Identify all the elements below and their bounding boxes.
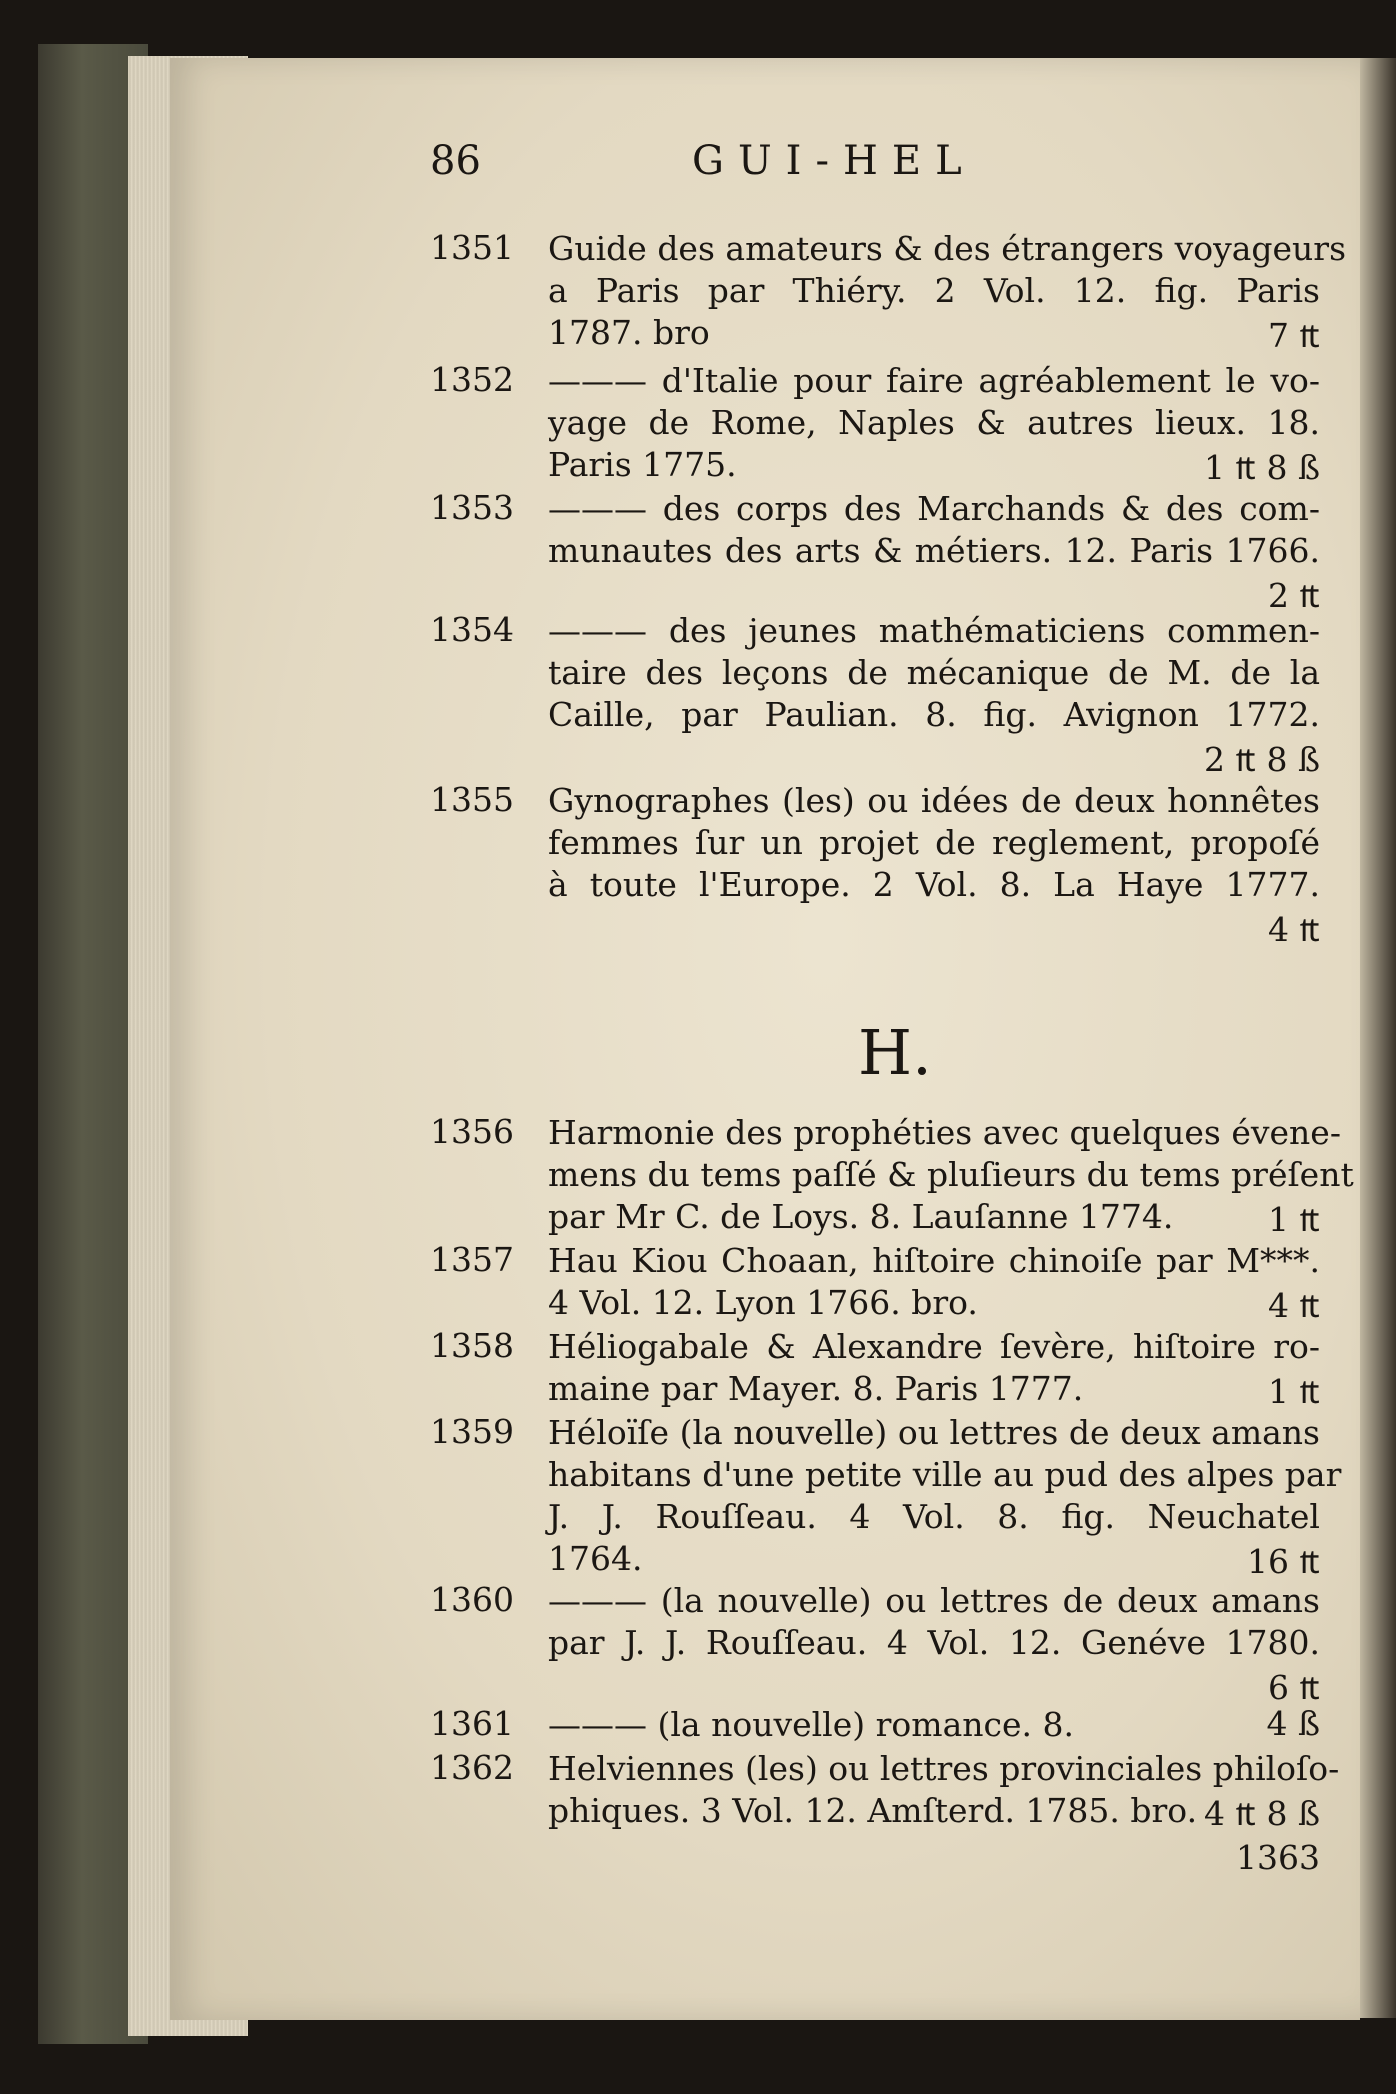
entry-line: maine par Mayer. 8. Paris 1777.: [548, 1369, 1084, 1408]
entry-price: 16 ₶: [1247, 1542, 1320, 1581]
entry-number: 1362: [430, 1748, 514, 1787]
entry-price: 4 ₶: [1268, 1286, 1320, 1325]
entry-line: ——— d'Italie pour faire agréablement le vo-: [548, 361, 1320, 400]
entry-line: Paris 1775.: [548, 445, 737, 484]
entry-line: Gynographes (les) ou idées de deux honnêtes: [548, 781, 1320, 820]
entry-line: 1764.: [548, 1539, 643, 1578]
entry-line: par Mr C. de Loys. 8. Lauſanne 1774.: [548, 1197, 1174, 1236]
entry-line: femmes ſur un projet de reglement, propoſé: [548, 823, 1320, 862]
page-number: 86: [430, 138, 481, 184]
entry-price: 4 ₶: [1268, 910, 1320, 949]
entry-number: 1359: [430, 1412, 514, 1451]
entry-line: ——— des jeunes mathématiciens commen-: [548, 611, 1320, 650]
entry-number: 1360: [430, 1580, 514, 1619]
entry-line: par J. J. Rouſſeau. 4 Vol. 12. Genéve 1780.: [548, 1623, 1320, 1662]
entry-number: 1353: [430, 488, 514, 527]
entry-line: munautes des arts & métiers. 12. Paris 1766.: [548, 531, 1320, 570]
entry-line: Hau Kiou Choaan, hiſtoire chinoiſe par M***.: [548, 1241, 1320, 1280]
entry-number: 1354: [430, 610, 514, 649]
running-title: GUI-HEL: [692, 138, 976, 184]
entry-number: 1358: [430, 1326, 514, 1365]
entry-line: 4 Vol. 12. Lyon 1766. bro.: [548, 1283, 978, 1322]
entry-price: 2 ₶ 8 ß: [1204, 740, 1320, 779]
entry-line: J. J. Rouſſeau. 4 Vol. 8. fig. Neuchatel: [548, 1497, 1320, 1536]
entry-price: 7 ₶: [1268, 316, 1320, 355]
entry-line: ——— des corps des Marchands & des com-: [548, 489, 1320, 528]
entry-price: 1 ₶: [1268, 1200, 1320, 1239]
entry-line: ——— (la nouvelle) romance. 8.: [548, 1705, 1074, 1744]
entry-price: 6 ₶: [1268, 1668, 1320, 1707]
entry-line: Guide des amateurs & des étrangers voyageurs: [548, 229, 1347, 268]
entry-line: Helviennes (les) ou lettres provinciales philoſo-: [548, 1749, 1340, 1788]
entry-price: 2 ₶: [1268, 576, 1320, 615]
catchword: 1363: [1236, 1838, 1320, 1877]
entry-price: 4 ₶ 8 ß: [1204, 1794, 1320, 1833]
entry-line: Héliogabale & Alexandre ſevère, hiſtoire ro-: [548, 1327, 1320, 1366]
entry-line: yage de Rome, Naples & autres lieux. 18.: [548, 403, 1320, 442]
entry-price: 4 ß: [1266, 1704, 1320, 1743]
entry-line: Caille, par Paulian. 8. fig. Avignon 1772.: [548, 695, 1320, 734]
entry-line: a Paris par Thiéry. 2 Vol. 12. fig. Paris: [548, 271, 1320, 310]
entry-number: 1351: [430, 228, 514, 267]
entry-number: 1357: [430, 1240, 514, 1279]
entry-line: ——— (la nouvelle) ou lettres de deux amans: [548, 1581, 1320, 1620]
entry-number: 1361: [430, 1704, 514, 1743]
entry-price: 1 ₶ 8 ß: [1204, 448, 1320, 487]
section-letter: H.: [858, 1016, 932, 1089]
entry-line: à toute l'Europe. 2 Vol. 8. La Haye 1777.: [548, 865, 1320, 904]
entry-number: 1356: [430, 1112, 514, 1151]
entry-line: habitans d'une petite ville au pud des alpes par: [548, 1455, 1342, 1494]
entry-price: 1 ₶: [1268, 1372, 1320, 1411]
entry-line: Héloïſe (la nouvelle) ou lettres de deux amans: [548, 1413, 1320, 1452]
entry-line: Harmonie des prophéties avec quelques évene-: [548, 1113, 1341, 1152]
entry-line: taire des leçons de mécanique de M. de la: [548, 653, 1320, 692]
entry-line: phiques. 3 Vol. 12. Amſterd. 1785. bro.: [548, 1791, 1198, 1830]
entry-number: 1352: [430, 360, 514, 399]
entry-number: 1355: [430, 780, 514, 819]
entry-line: 1787. bro: [548, 313, 710, 352]
entry-line: mens du tems paſſé & pluſieurs du tems préſent: [548, 1155, 1354, 1194]
